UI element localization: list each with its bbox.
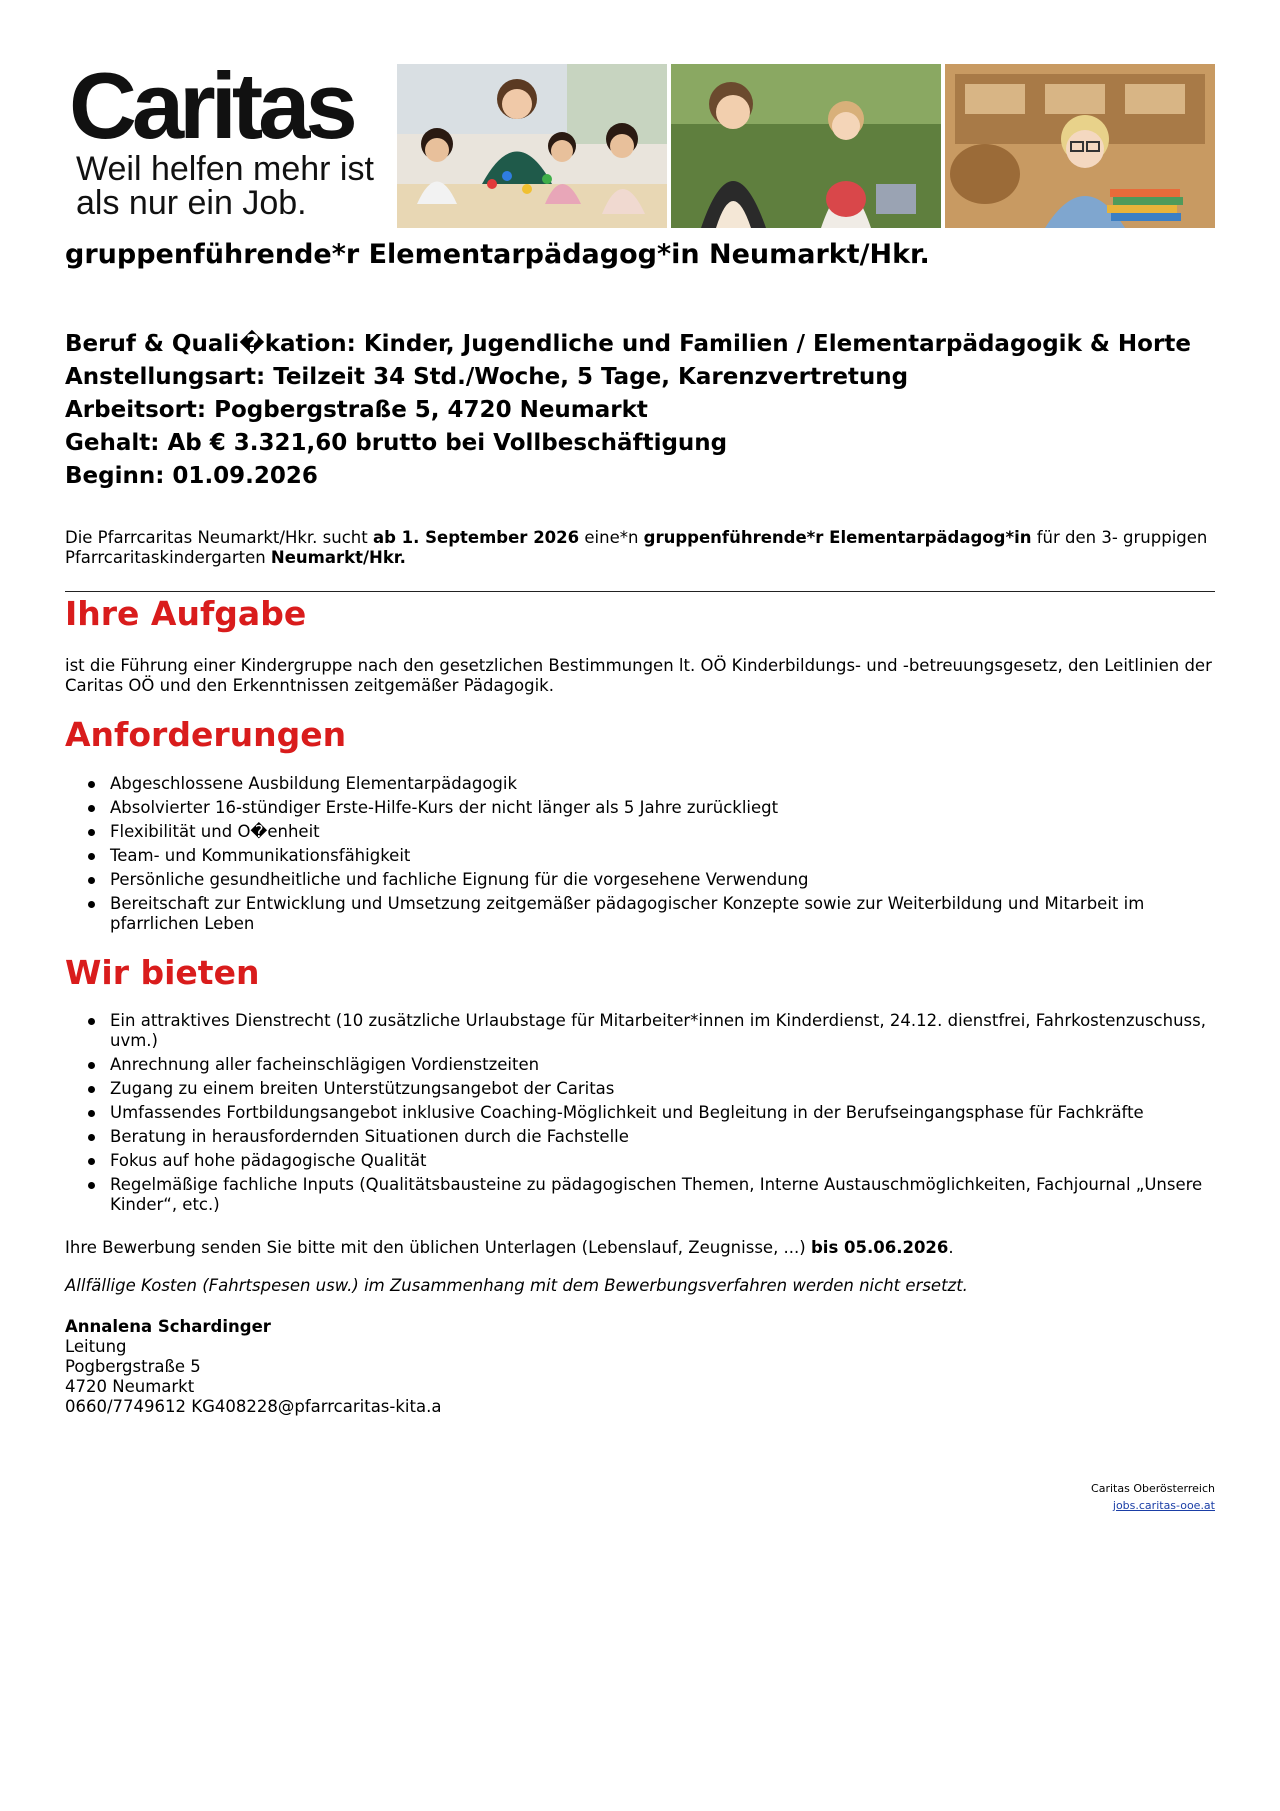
bullet-icon xyxy=(88,901,95,908)
bullet-icon xyxy=(88,1134,95,1141)
fact-profession: Beruf & Quali�kation: Kinder, Jugendliche und Familien / Elementarpädagogik & Horte xyxy=(65,331,1191,357)
list-item xyxy=(65,798,1215,818)
footer-org: Caritas Oberösterreich xyxy=(1091,1482,1215,1495)
bullet-icon xyxy=(88,805,95,812)
list-item xyxy=(65,822,1215,842)
section-heading-bieten: Wir bieten xyxy=(65,953,260,992)
intro-place: Neumarkt/Hkr. xyxy=(270,548,406,567)
list-item xyxy=(65,894,1215,934)
logo-tagline-line-1: Weil helfen mehr ist xyxy=(76,150,374,188)
contact-city: 4720 Neumarkt xyxy=(65,1377,195,1396)
list-item-text: Flexibilität und O�enheit xyxy=(110,822,320,841)
list-item xyxy=(65,774,1215,794)
bullet-icon xyxy=(88,1110,95,1117)
intro-paragraph xyxy=(65,528,1215,568)
list-item xyxy=(65,1127,1215,1147)
list-item-text: Bereitschaft zur Entwicklung und Umsetzung zeitgemäßer pädagogischer Konzepte sowie zur Weiterbildung und Mitarbeit im pfarrlichen Leben xyxy=(110,894,1145,933)
fact-salary: Gehalt: Ab € 3.321,60 brutto bei Vollbeschäftigung xyxy=(65,430,728,456)
logo-word: Caritas xyxy=(69,53,353,158)
list-item-text: Persönliche gesundheitliche und fachliche Eignung für die vorgesehene Verwendung xyxy=(110,870,809,889)
bullet-icon xyxy=(88,877,95,884)
list-item xyxy=(65,1011,1215,1051)
bullet-icon xyxy=(88,781,95,788)
bullet-icon xyxy=(88,829,95,836)
contact-name: Annalena Schardinger xyxy=(65,1317,271,1336)
application-paragraph xyxy=(65,1238,1215,1258)
fact-start-date: Beginn: 01.09.2026 xyxy=(65,463,318,489)
job-facts xyxy=(65,328,1215,493)
section-heading-aufgabe: Ihre Aufgabe xyxy=(65,594,307,633)
bieten-list xyxy=(65,1011,1215,1219)
aufgabe-text: ist die Führung einer Kindergruppe nach den gesetzlichen Bestimmungen lt. OÖ Kinderbildungs- und -betreuungsgesetz, den Leitlinien der Caritas OÖ und den Erkenntnissen zeitgemäßer Pädagogik. xyxy=(65,656,1212,695)
logo-tagline xyxy=(76,152,389,220)
contact-block xyxy=(65,1317,441,1417)
list-item-text: Beratung in herausfordernden Situationen durch die Fachstelle xyxy=(110,1127,629,1146)
list-item-text: Zugang zu einem breiten Unterstützungsangebot der Caritas xyxy=(110,1079,615,1098)
footer-jobs-link[interactable]: jobs.caritas-ooe.at xyxy=(1112,1499,1215,1512)
bullet-icon xyxy=(88,1158,95,1165)
header-photo-strip xyxy=(397,64,1215,228)
photo-boy-blocks xyxy=(945,64,1215,228)
contact-phone-email: 0660/7749612 KG408228@pfarrcaritas-kita.a xyxy=(65,1397,442,1416)
intro-text-3: für den 3- gruppigen Pfarrcaritaskindergarten xyxy=(65,528,1208,567)
bullet-icon xyxy=(88,1182,95,1189)
application-text: Ihre Bewerbung senden Sie bitte mit den üblichen Unterlagen (Lebenslauf, Zeugnisse, ...) xyxy=(65,1238,811,1257)
list-item-text: Anrechnung aller facheinschlägigen Vordienstzeiten xyxy=(110,1055,540,1074)
intro-start-date: ab 1. September 2026 xyxy=(372,528,580,547)
application-deadline: bis 05.06.2026 xyxy=(810,1238,949,1257)
photo-teacher-children xyxy=(397,64,667,228)
photo-children-cooking xyxy=(671,64,941,228)
bullet-icon xyxy=(88,1062,95,1069)
contact-street: Pogbergstraße 5 xyxy=(65,1357,201,1376)
list-item xyxy=(65,1103,1215,1123)
bullet-icon xyxy=(88,1018,95,1025)
list-item-text: Ein attraktives Dienstrecht (10 zusätzliche Urlaubstage für Mitarbeiter*innen im Kinderdienst, 24.12. dienstfrei, Fahrkostenzuschuss, uvm.) xyxy=(110,1011,1206,1050)
list-item xyxy=(65,1055,1215,1075)
footer xyxy=(1091,1480,1215,1514)
list-item-text: Team- und Kommunikationsfähigkeit xyxy=(110,846,411,865)
anforderungen-list xyxy=(65,774,1215,938)
divider xyxy=(65,591,1215,592)
bullet-icon xyxy=(88,853,95,860)
list-item xyxy=(65,870,1215,890)
list-item xyxy=(65,1175,1215,1215)
intro-text-1: Die Pfarrcaritas Neumarkt/Hkr. sucht xyxy=(65,528,373,547)
job-title: gruppenführende*r Elementarpädagog*in Neumarkt/Hkr. xyxy=(65,239,930,270)
caritas-logo xyxy=(69,53,389,222)
logo-tagline-line-2: als nur ein Job. xyxy=(76,184,307,222)
application-end: . xyxy=(948,1238,954,1257)
list-item-text: Regelmäßige fachliche Inputs (Qualitätsbausteine zu pädagogischen Themen, Interne Austauschmöglichkeiten, Fachjournal „Unsere Kinder“, etc.) xyxy=(110,1175,1203,1214)
bullet-icon xyxy=(88,1086,95,1093)
list-item-text: Absolvierter 16-stündiger Erste-Hilfe-Kurs der nicht länger als 5 Jahre zurückliegt xyxy=(110,798,779,817)
list-item-text: Fokus auf hohe pädagogische Qualität xyxy=(110,1151,427,1170)
list-item xyxy=(65,1079,1215,1099)
list-item-text: Umfassendes Fortbildungsangebot inklusive Coaching-Möglichkeit und Begleitung in der Berufseingangsphase für Fachkräfte xyxy=(110,1103,1144,1122)
header xyxy=(65,53,1215,228)
costs-note: Allfällige Kosten (Fahrtspesen usw.) im Zusammenhang mit dem Bewerbungsverfahren werden nicht ersetzt. xyxy=(65,1276,968,1295)
fact-employment-type: Anstellungsart: Teilzeit 34 Std./Woche, 5 Tage, Karenzvertretung xyxy=(65,364,909,390)
list-item-text: Abgeschlossene Ausbildung Elementarpädagogik xyxy=(110,774,518,793)
fact-location: Arbeitsort: Pogbergstraße 5, 4720 Neumarkt xyxy=(65,397,648,423)
intro-position: gruppenführende*r Elementarpädagog*in xyxy=(643,528,1032,547)
list-item xyxy=(65,846,1215,866)
intro-text-2: eine*n xyxy=(579,528,644,547)
section-heading-anforderungen: Anforderungen xyxy=(65,715,347,754)
contact-role: Leitung xyxy=(65,1337,127,1356)
list-item xyxy=(65,1151,1215,1171)
